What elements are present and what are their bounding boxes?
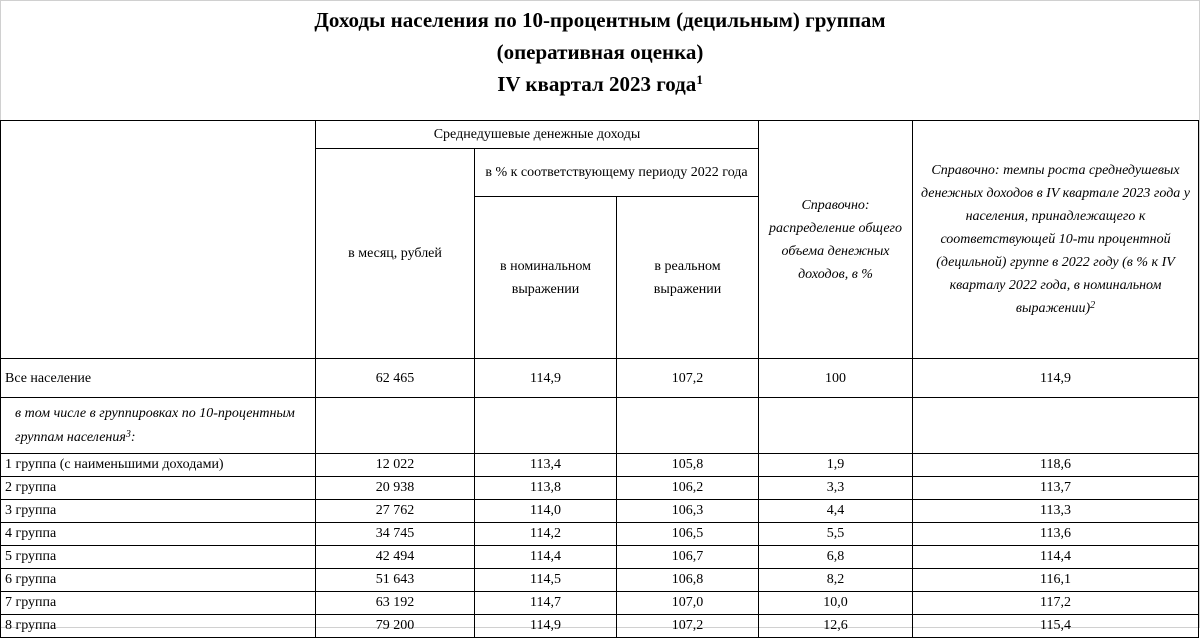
cell-real: 107,2 [617, 615, 759, 638]
table-row-note [1, 398, 1199, 454]
note-footnote: 3 [125, 428, 131, 440]
cell-per-month: 79 200 [316, 615, 475, 638]
cell-real: 106,3 [617, 500, 759, 523]
note-text: в том числе в группировках по 10-процентным группам населения [15, 405, 295, 445]
cell-distribution: 12,6 [759, 615, 913, 638]
cell-real: 107,0 [617, 592, 759, 615]
cell-nominal: 114,5 [475, 569, 617, 592]
cell-growth: 114,4 [913, 546, 1199, 569]
note-suffix: : [130, 429, 136, 445]
cell-growth: 113,7 [913, 477, 1199, 500]
cell-growth: 117,2 [913, 592, 1199, 615]
cell-distribution: 100 [759, 359, 913, 398]
table-row-total [1, 359, 1199, 398]
cell-per-month: 42 494 [316, 546, 475, 569]
cell-nominal: 114,0 [475, 500, 617, 523]
cell-nominal: 114,9 [475, 359, 617, 398]
note-label [1, 398, 316, 454]
cell-real: 106,5 [617, 523, 759, 546]
row-label: 1 группа (с наименьшими доходами) [1, 454, 316, 477]
cell-real: 107,2 [617, 359, 759, 398]
row-label: 8 группа [1, 615, 316, 638]
table-row [1, 454, 1199, 477]
title-line-1: Доходы населения по 10-процентным (децильным) группам [314, 8, 886, 32]
header-percent-period: в % к соответствующему периоду 2022 года [475, 149, 759, 197]
cell-distribution: 3,3 [759, 477, 913, 500]
header-per-month: в месяц, рублей [316, 149, 475, 359]
table-row [1, 523, 1199, 546]
cell-per-month: 12 022 [316, 454, 475, 477]
cell-per-month: 63 192 [316, 592, 475, 615]
cell-per-month: 27 762 [316, 500, 475, 523]
title-line-2: (оперативная оценка) [496, 40, 704, 64]
cell-distribution: 6,8 [759, 546, 913, 569]
cell-growth: 113,6 [913, 523, 1199, 546]
cell-nominal: 113,8 [475, 477, 617, 500]
row-label: 5 группа [1, 546, 316, 569]
header-real: в реальном выражении [617, 197, 759, 359]
cell-per-month: 62 465 [316, 359, 475, 398]
cell-per-month: 20 938 [316, 477, 475, 500]
cell-growth: 115,4 [913, 615, 1199, 638]
title-footnote-mark: 1 [696, 72, 703, 87]
table-row [1, 546, 1199, 569]
cell-growth: 118,6 [913, 454, 1199, 477]
cell-per-month: 51 643 [316, 569, 475, 592]
title-line-3 [0, 68, 1200, 100]
cell-growth: 113,3 [913, 500, 1199, 523]
header-income: Среднедушевые денежные доходы [316, 121, 759, 149]
cell-nominal: 114,7 [475, 592, 617, 615]
table-row [1, 569, 1199, 592]
note-empty-1 [316, 398, 475, 454]
note-empty-3 [617, 398, 759, 454]
header-growth [913, 121, 1199, 359]
cell-distribution: 1,9 [759, 454, 913, 477]
cell-nominal: 114,2 [475, 523, 617, 546]
header-nominal: в номинальном выражении [475, 197, 617, 359]
cell-growth: 114,9 [913, 359, 1199, 398]
table-row [1, 592, 1199, 615]
cell-distribution: 8,2 [759, 569, 913, 592]
row-label: 4 группа [1, 523, 316, 546]
document-title [0, 4, 1200, 100]
header-growth-text: Справочно: темпы роста среднедушевых денежных доходов в IV квартале 2023 года у населения, принадлежащего к соответствующей 10-ти процентной (децильной) группе в 2022 году (в % к IV кварталу 2022 года, в номинальном выражении) [921, 163, 1191, 316]
cell-nominal: 113,4 [475, 454, 617, 477]
title-period: IV квартал 2023 года [497, 72, 697, 96]
cell-growth: 116,1 [913, 569, 1199, 592]
cell-distribution: 4,4 [759, 500, 913, 523]
note-empty-5 [913, 398, 1199, 454]
row-label: 2 группа [1, 477, 316, 500]
cell-distribution: 5,5 [759, 523, 913, 546]
cell-real: 106,2 [617, 477, 759, 500]
row-label: 6 группа [1, 569, 316, 592]
cell-distribution: 10,0 [759, 592, 913, 615]
note-empty-2 [475, 398, 617, 454]
header-growth-footnote: 2 [1090, 300, 1096, 311]
cell-nominal: 114,9 [475, 615, 617, 638]
cell-nominal: 114,4 [475, 546, 617, 569]
row-label: Все население [1, 359, 316, 398]
table-row [1, 500, 1199, 523]
note-empty-4 [759, 398, 913, 454]
cell-real: 105,8 [617, 454, 759, 477]
row-label: 7 группа [1, 592, 316, 615]
row-label: 3 группа [1, 500, 316, 523]
header-empty-cell [1, 121, 316, 359]
cell-per-month: 34 745 [316, 523, 475, 546]
income-table [0, 120, 1199, 638]
header-distribution: Справочно: распределение общего объема денежных доходов, в % [759, 121, 913, 359]
cell-real: 106,7 [617, 546, 759, 569]
table-row [1, 477, 1199, 500]
table-row [1, 615, 1199, 638]
cell-real: 106,8 [617, 569, 759, 592]
